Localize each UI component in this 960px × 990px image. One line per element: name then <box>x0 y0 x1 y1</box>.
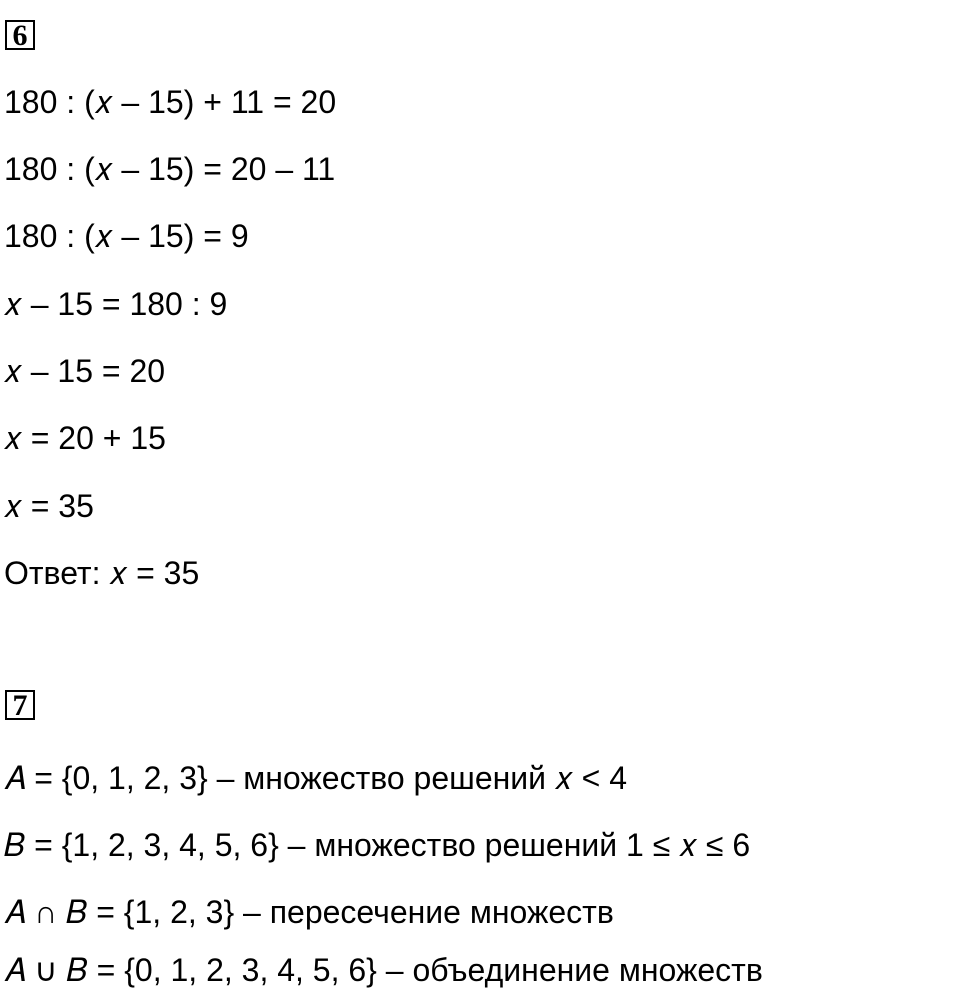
task-6-line-4: 𝑥 – 15 = 180 : 9 <box>4 286 228 322</box>
task-6-number: 6 <box>5 20 35 50</box>
task-7-line-2: 𝐵 = {1, 2, 3, 4, 5, 6} – множество решений 1 ≤ 𝑥 ≤ 6 <box>4 827 751 863</box>
task-6-line-2: 180 : (𝑥 – 15) = 20 – 11 <box>4 151 336 187</box>
task-6-line-3: 180 : (𝑥 – 15) = 9 <box>4 218 249 254</box>
task-6-line-7: 𝑥 = 35 <box>4 488 94 524</box>
task-6-line-5: 𝑥 – 15 = 20 <box>4 353 166 389</box>
task-7-number: 7 <box>5 690 35 720</box>
task-6-answer: Ответ: 𝑥 = 35 <box>4 555 200 591</box>
task-7-line-3: 𝐴 ∩ 𝐵 = {1, 2, 3} – пересечение множеств <box>4 894 614 930</box>
task-6-line-1: 180 : (𝑥 – 15) + 11 = 20 <box>4 84 337 120</box>
task-6-line-6: 𝑥 = 20 + 15 <box>4 420 166 456</box>
task-7-line-4: 𝐴 ∪ 𝐵 = {0, 1, 2, 3, 4, 5, 6} – объединение множеств <box>4 952 763 988</box>
task-7-line-1: 𝐴 = {0, 1, 2, 3} – множество решений 𝑥 < 4 <box>4 760 628 796</box>
